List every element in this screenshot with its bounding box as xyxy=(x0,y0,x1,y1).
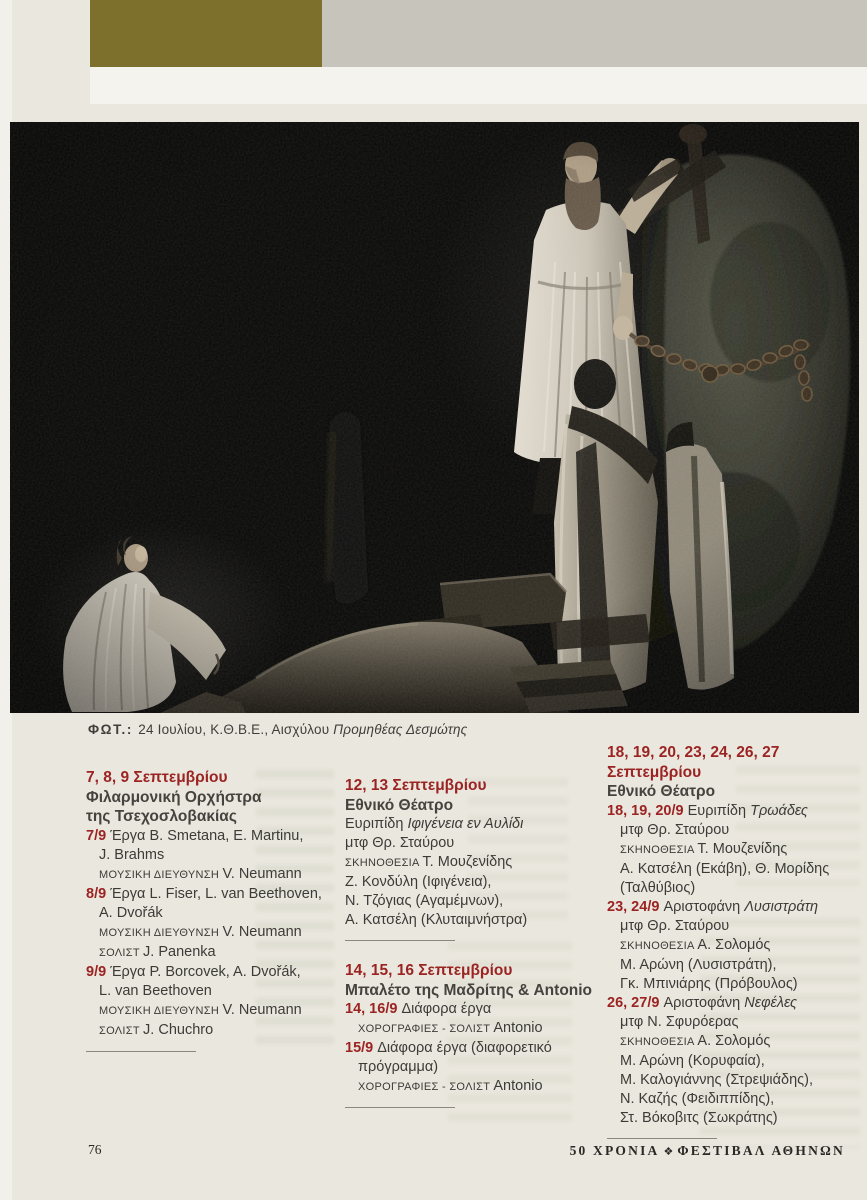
venue-line: Εθνικό Θέατρο xyxy=(607,783,716,800)
program-line: Ευριπίδη Ιφιγένεια εν Αυλίδι xyxy=(345,816,524,832)
program-column-2 xyxy=(345,776,597,1128)
program-line: ΧΟΡΟΓΡΑΦΙΕΣ - ΣΟΛΙΣΤ Antonio xyxy=(358,1020,543,1036)
divider-rule xyxy=(86,1051,196,1052)
program-line: 7/9 Έργα B. Smetana, E. Martinu, xyxy=(86,827,304,844)
date-heading: 7, 8, 9 Σεπτεμβρίου xyxy=(86,769,228,786)
program-block xyxy=(345,776,597,941)
program-line: ΣΚΗΝΟΘΕΣΙΑ Α. Σολομός xyxy=(620,936,771,953)
film-grain xyxy=(10,122,859,713)
divider-rule xyxy=(345,940,455,941)
program-block xyxy=(345,961,597,1108)
date-heading: 12, 13 Σεπτεμβρίου xyxy=(345,777,487,794)
program-column-3 xyxy=(607,743,865,1159)
footer-title-prefix: 50 ΧΡΟΝΙΑ xyxy=(569,1143,660,1158)
program-line: ΜΟΥΣΙΚΗ ΔΙΕΥΘΥΝΣΗ V. Neumann xyxy=(99,1001,302,1018)
program-line: Ν. Τζόγιας (Αγαμέμνων), xyxy=(345,893,504,909)
program-block xyxy=(607,743,865,1139)
top-gray-bar xyxy=(322,0,867,67)
top-white-band xyxy=(90,67,867,104)
program-line: 8/9 Έργα L. Fiser, L. van Beethoven, xyxy=(86,885,322,902)
date-heading: 18, 19, 20, 23, 24, 26, 27 Σεπτεμβρίου xyxy=(607,744,780,781)
program-line: 26, 27/9 Αριστοφάνη Νεφέλες xyxy=(607,994,798,1011)
program-line: 23, 24/9 Αριστοφάνη Λυσιστράτη xyxy=(607,898,819,915)
program-line: ΣΚΗΝΟΘΕΣΙΑ Τ. Μουζενίδης xyxy=(620,840,788,857)
top-olive-block xyxy=(90,0,322,67)
program-line: 14, 16/9 Διάφορα έργα xyxy=(345,1001,492,1017)
program-line: J. Brahms xyxy=(99,846,165,863)
program-column-1 xyxy=(86,768,338,1072)
diamond-ornament-icon: ❖ xyxy=(663,1145,674,1158)
venue-line: της Τσεχοσλοβακίας xyxy=(86,808,237,825)
program-line: Γκ. Μπινιάρης (Πρόβουλος) xyxy=(620,975,798,992)
program-line: ΜΟΥΣΙΚΗ ΔΙΕΥΘΥΝΣΗ V. Neumann xyxy=(99,865,302,882)
stage-photo-svg xyxy=(10,122,859,713)
program-line: A. Dvořák xyxy=(99,904,163,921)
program-line: ΣΚΗΝΟΘΕΣΙΑ Α. Σολομός xyxy=(620,1032,771,1049)
date-heading: 14, 15, 16 Σεπτεμβρίου xyxy=(345,962,513,979)
program-line: πρόγραμμα) xyxy=(358,1059,439,1075)
program-line: μτφ Θρ. Σταύρου xyxy=(345,835,455,851)
program-line: ΣΟΛΙΣΤ J. Panenka xyxy=(99,943,216,960)
program-line: Α. Κατσέλη (Εκάβη), Θ. Μορίδης xyxy=(620,860,830,877)
program-line: (Ταλθύβιος) xyxy=(620,879,696,896)
footer-title-suffix: ΦΕΣΤΙΒΑΛ ΑΘΗΝΩΝ xyxy=(677,1143,845,1158)
program-line: ΣΚΗΝΟΘΕΣΙΑ Τ. Μουζενίδης xyxy=(345,854,513,870)
venue-line: Φιλαρμονική Ορχήστρα xyxy=(86,788,262,806)
program-line: Ζ. Κονδύλη (Ιφιγένεια), xyxy=(345,874,492,890)
program-line: 9/9 Έργα P. Borcovek, A. Dvořák, xyxy=(86,963,301,980)
program-line: 18, 19, 20/9 Ευριπίδη Τρωάδες xyxy=(607,802,808,819)
page-number: 76 xyxy=(88,1142,102,1157)
program-line: Μ. Αρώνη (Κορυφαία), xyxy=(620,1052,765,1069)
program-line: 15/9 Διάφορα έργα (διαφορετικό xyxy=(345,1040,552,1056)
program-line: ΜΟΥΣΙΚΗ ΔΙΕΥΘΥΝΣΗ V. Neumann xyxy=(99,923,302,940)
program-block xyxy=(86,768,338,1052)
program-line: Στ. Βόκοβιτς (Σωκράτης) xyxy=(620,1109,778,1126)
program-line: Α. Κατσέλη (Κλυταιμνήστρα) xyxy=(345,912,528,928)
venue-line: Μπαλέτο της Μαδρίτης & Antonio xyxy=(345,981,593,999)
program-line: ΧΟΡΟΓΡΑΦΙΕΣ - ΣΟΛΙΣΤ Antonio xyxy=(358,1078,543,1094)
program-line: μτφ Θρ. Σταύρου xyxy=(620,917,730,934)
program-line: Μ. Καλογιάννης (Στρεψιάδης), xyxy=(620,1071,814,1088)
program-line: Μ. Αρώνη (Λυσιστράτη), xyxy=(620,956,777,973)
divider-rule xyxy=(607,1138,717,1139)
program-line: ΣΟΛΙΣΤ J. Chuchro xyxy=(99,1021,214,1038)
stage-photo xyxy=(10,122,859,713)
venue-line: Εθνικό Θέατρο xyxy=(345,796,454,814)
photo-caption: ΦΩΤ.: 24 Ιουλίου, Κ.Θ.Β.Ε., Αισχύλου Προμηθέας Δεσμώτης xyxy=(88,722,468,737)
divider-rule xyxy=(345,1107,455,1108)
program-line: Ν. Καζής (Φειδιππίδης), xyxy=(620,1090,775,1107)
program-line: L. van Beethoven xyxy=(99,982,212,999)
program-line: μτφ Θρ. Σταύρου xyxy=(620,821,730,838)
program-line: μτφ Ν. Σφυρόερας xyxy=(620,1013,739,1030)
